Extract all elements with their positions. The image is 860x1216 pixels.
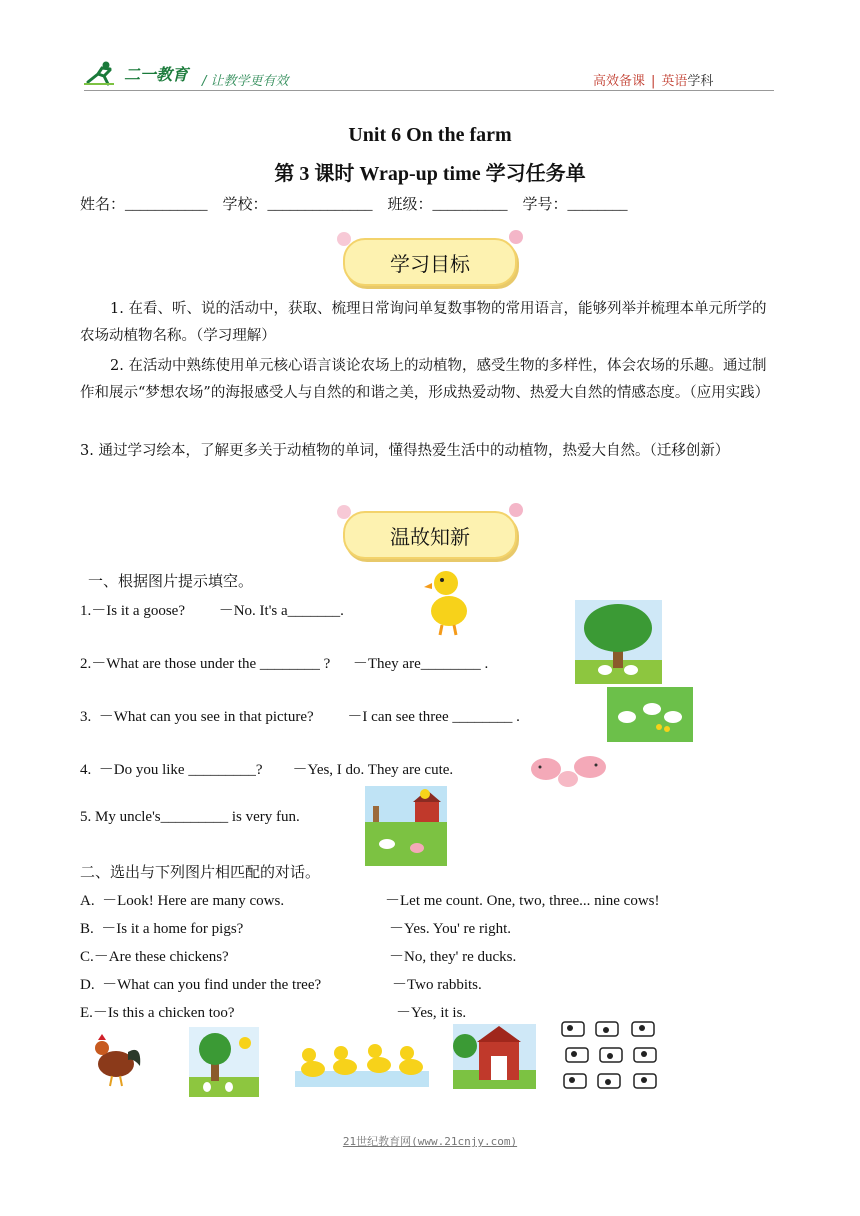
farm-scene-image (365, 786, 447, 866)
header-subject (593, 70, 713, 89)
header-tag-prep: 高效备课 (593, 74, 646, 89)
unit-title: Unit 6 On the farm (348, 124, 512, 146)
question-3: 3. －What can you see in that picture? －I can see three ________ . (80, 709, 520, 725)
part2-heading: 二、选出与下列图片相匹配的对话。 (80, 865, 321, 881)
rooster-image (88, 1030, 146, 1088)
match-b-question: B. －Is it a home for pigs? (80, 921, 244, 937)
match-e-question: E.－Is this a chicken too? (80, 1005, 235, 1021)
slogan: / 让教学更有效 (202, 74, 289, 89)
ducks-image (295, 1037, 429, 1087)
review-banner (343, 511, 517, 559)
question-2: 2.－What are those under the ________ ? －They are________ . (80, 656, 489, 672)
goal-1: 1. 在看、听、说的活动中，获取、梳理日常询问单复数事物的常用语言，能够列举并梳理本单元所学的农场动植物名称。（学习理解） (80, 301, 767, 344)
match-d-question: D. －What can you find under the tree? (80, 977, 322, 993)
header-divider (84, 90, 774, 91)
pigs-image (528, 749, 611, 791)
match-e-answer: －Yes, it is. (396, 1005, 467, 1021)
question-1: 1.－Is it a goose? －No. It's a_______. (80, 603, 344, 619)
match-a-answer: －Let me count. One, two, three... nine cows! (385, 893, 660, 909)
tree-with-sheep-image (575, 600, 662, 684)
flower-deco-icon (337, 232, 351, 246)
question-5: 5. My uncle's_________ is very fun. (80, 809, 300, 825)
footer-link[interactable]: 21世纪教育网(www.21cnjy.com) (342, 1135, 518, 1148)
match-c-answer: －No, they' re ducks. (389, 949, 517, 965)
cows-image (560, 1018, 662, 1096)
match-d-answer: －Two rabbits. (392, 977, 482, 993)
runner-logo-icon (84, 60, 120, 86)
duck-image (424, 565, 474, 637)
flower-deco-icon (509, 230, 523, 244)
part1-heading: 一、根据图片提示填空。 (88, 574, 254, 590)
flower-deco-icon (509, 503, 523, 517)
goal-2: 2. 在活动中熟练使用单元核心语言谈论农场上的动植物，感受生物的多样性，体会农场的乐趣。通过制作和展示“梦想农场”的海报感受人与自然的和谐之美，形成热爱动物、热爱大自然的情感态度。（应用实践） (80, 358, 770, 401)
header-tag-english: 英语 (661, 74, 688, 89)
lesson-title: 第 3 课时 Wrap-up time 学习任务单 (274, 163, 586, 185)
header-tag-subject: 学科 (687, 74, 714, 89)
barn-image (453, 1024, 536, 1089)
student-info-line: 姓名：___________ 学校：______________ 班级：__________ 学号：________ (80, 197, 628, 213)
header-separator: | (651, 74, 656, 89)
goals-banner-label: 学习目标 (343, 238, 517, 286)
goals-banner (343, 238, 517, 286)
flower-deco-icon (337, 505, 351, 519)
tree-rabbits-image (189, 1027, 259, 1097)
logo-text: 二一教育 (124, 64, 189, 84)
goal-3: 3. 通过学习绘本，了解更多关于动植物的单词，懂得热爱生活中的动植物，热爱大自然。（迁移创新） (80, 443, 730, 459)
site-logo (84, 58, 188, 88)
question-4: 4. －Do you like _________? －Yes, I do. They are cute. (80, 762, 454, 778)
match-c-question: C.－Are these chickens? (80, 949, 229, 965)
match-b-answer: －Yes. You' re right. (389, 921, 512, 937)
review-banner-label: 温故知新 (343, 511, 517, 559)
geese-image (607, 687, 693, 742)
match-a-question: A. －Look! Here are many cows. (80, 893, 285, 909)
